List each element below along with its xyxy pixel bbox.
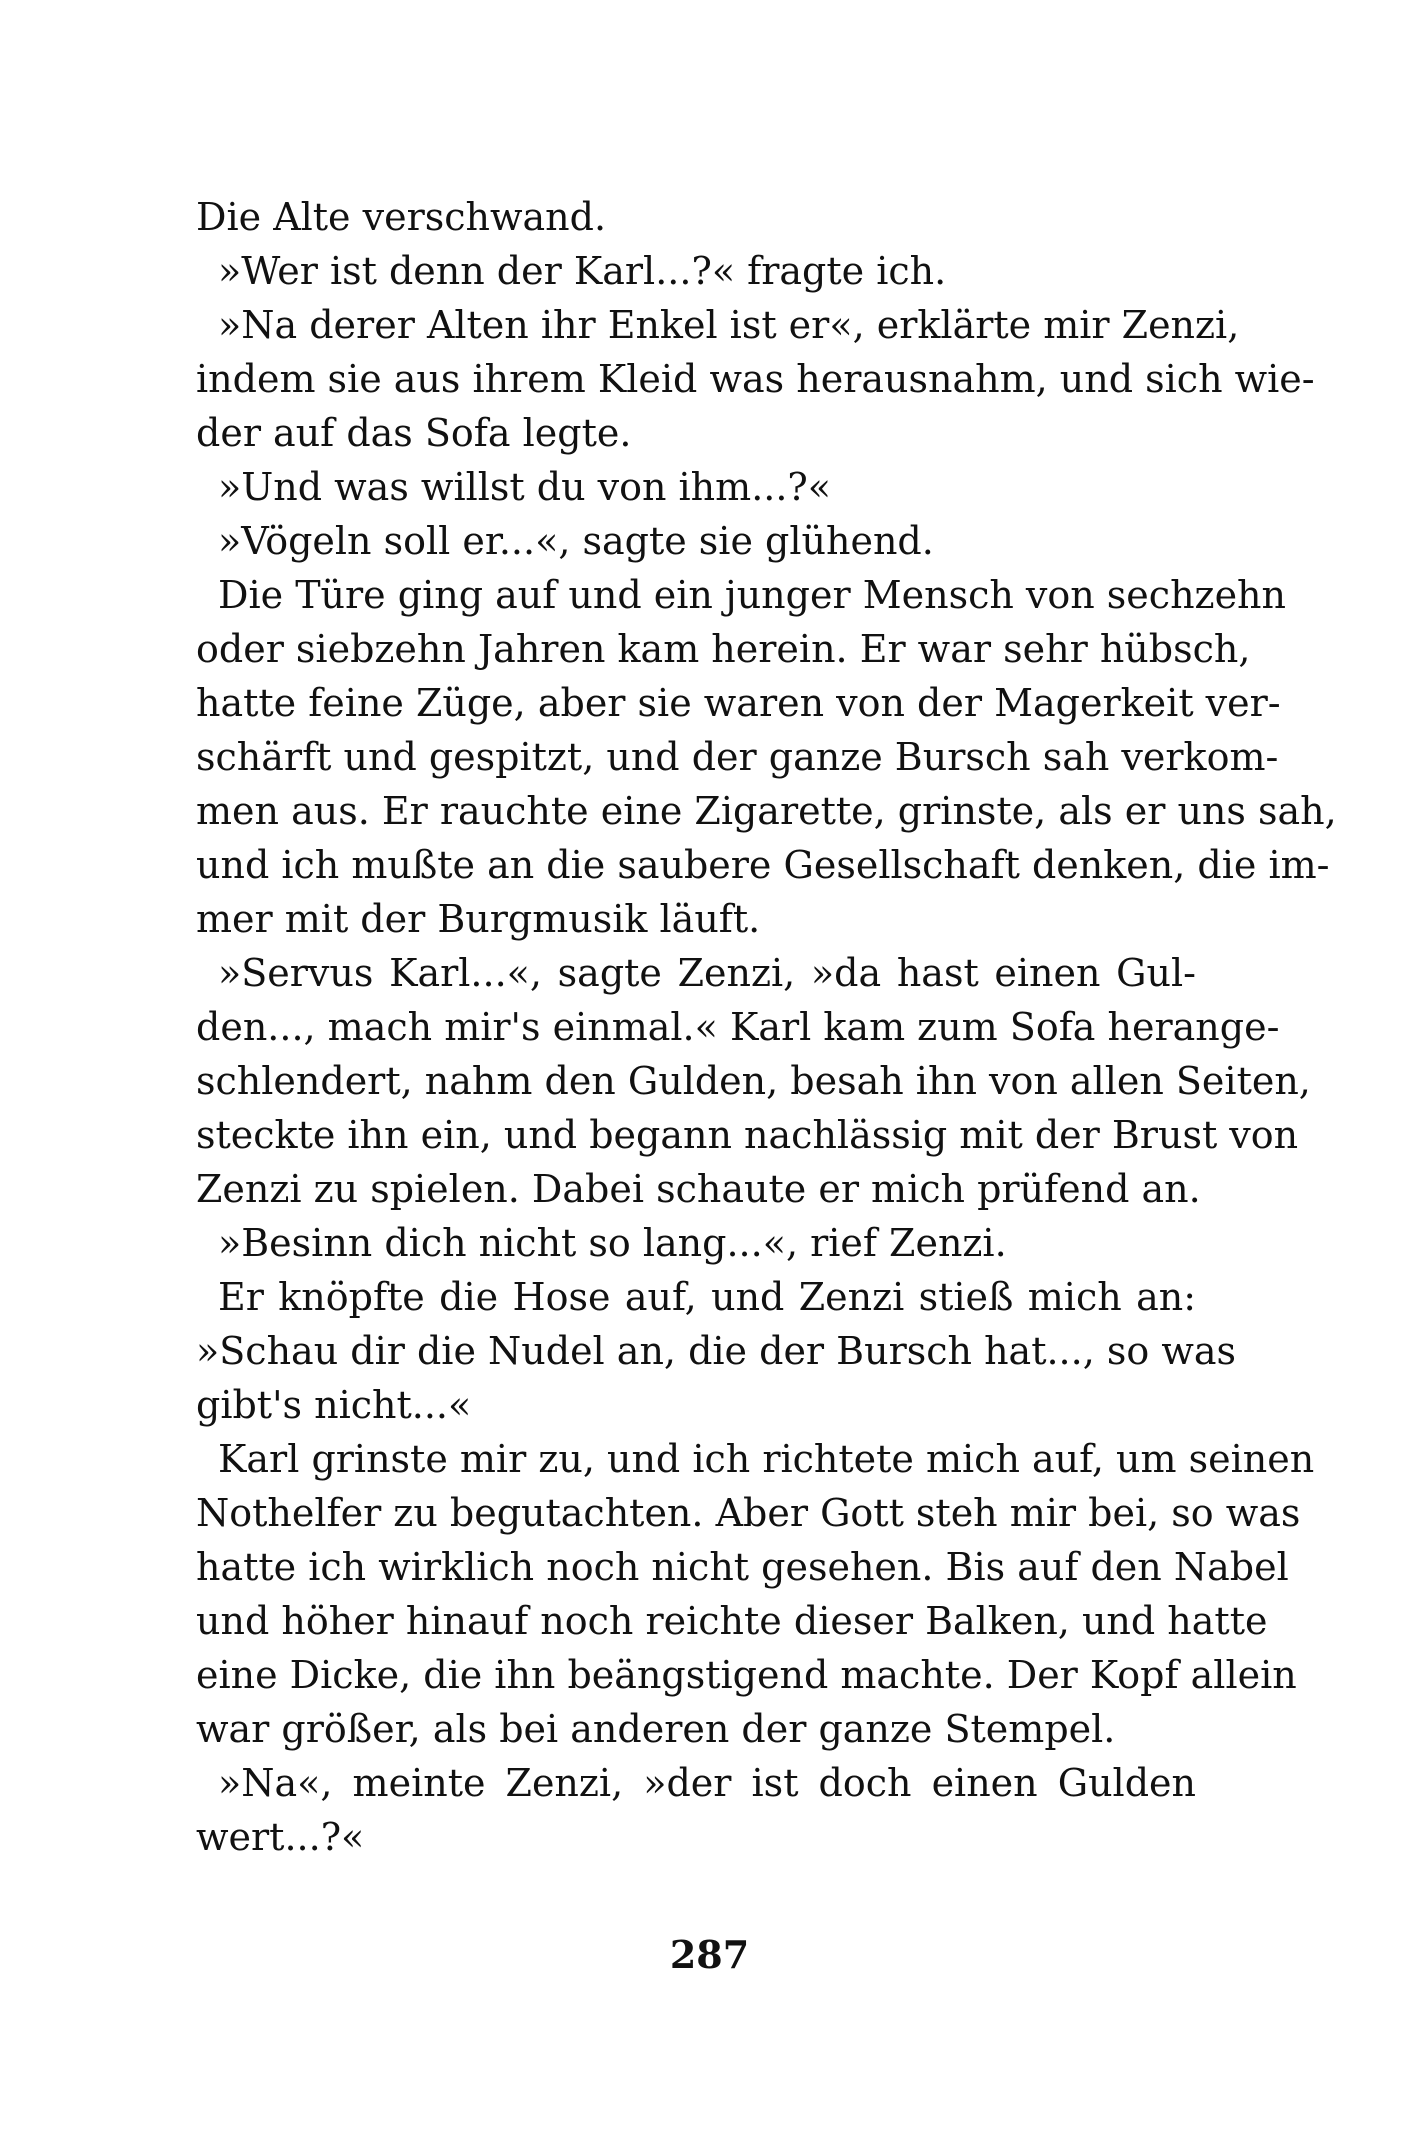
text-line: »Wer ist denn der Karl...?« fragte ich.	[218, 249, 947, 293]
page-number: 287	[669, 1932, 750, 1977]
text-line: den..., mach mir's einmal.« Karl kam zum Sofa herange-	[196, 1005, 1280, 1049]
text-line: Er knöpfte die Hose auf, und Zenzi stieß mich an:	[218, 1275, 1196, 1319]
text-line: der auf das Sofa legte.	[196, 411, 632, 455]
text-line: »Besinn dich nicht so lang...«, rief Zenzi.	[218, 1221, 1007, 1265]
text-line: men aus. Er rauchte eine Zigarette, grinste, als er uns sah,	[196, 789, 1337, 833]
text-line: wert...?«	[196, 1815, 365, 1859]
text-line: »Servus Karl...«, sagte Zenzi, »da hast einen Gul-	[218, 951, 1196, 995]
text-line: »Vögeln soll er...«, sagte sie glühend.	[218, 519, 934, 563]
text-line: »Na«, meinte Zenzi, »der ist doch einen Gulden	[218, 1761, 1196, 1805]
text-line: hatte ich wirklich noch nicht gesehen. Bis auf den Nabel	[196, 1545, 1289, 1589]
text-line: oder siebzehn Jahren kam herein. Er war sehr hübsch,	[196, 627, 1251, 671]
text-line: steckte ihn ein, und begann nachlässig mit der Brust von	[196, 1113, 1299, 1157]
text-line: Die Türe ging auf und ein junger Mensch von sechzehn	[218, 573, 1287, 617]
text-line: eine Dicke, die ihn beängstigend machte. Der Kopf allein	[196, 1653, 1297, 1697]
text-line: indem sie aus ihrem Kleid was herausnahm, und sich wie-	[196, 357, 1315, 401]
text-line: schlendert, nahm den Gulden, besah ihn von allen Seiten,	[196, 1059, 1311, 1103]
text-line: Nothelfer zu begutachten. Aber Gott steh mir bei, so was	[196, 1491, 1301, 1535]
text-line: war größer, als bei anderen der ganze Stempel.	[196, 1707, 1116, 1751]
text-line: »Schau dir die Nudel an, die der Bursch hat..., so was	[196, 1329, 1237, 1373]
text-line: hatte feine Züge, aber sie waren von der Magerkeit ver-	[196, 681, 1281, 725]
text-line: »Und was willst du von ihm...?«	[218, 465, 832, 509]
text-line: Karl grinste mir zu, und ich richtete mich auf, um seinen	[218, 1437, 1315, 1481]
text-line: mer mit der Burgmusik läuft.	[196, 897, 761, 941]
text-line: gibt's nicht...«	[196, 1383, 472, 1427]
text-line: Die Alte verschwand.	[196, 195, 607, 239]
text-line: »Na derer Alten ihr Enkel ist er«, erklärte mir Zenzi,	[218, 303, 1240, 347]
text-line: und ich mußte an die saubere Gesellschaft denken, die im-	[196, 843, 1330, 887]
text-line: Zenzi zu spielen. Dabei schaute er mich prüfend an.	[196, 1167, 1201, 1211]
text-line: und höher hinauf noch reichte dieser Balken, und hatte	[196, 1599, 1268, 1643]
body-text	[196, 190, 1337, 1864]
text-line: schärft und gespitzt, und der ganze Bursch sah verkom-	[196, 735, 1279, 779]
